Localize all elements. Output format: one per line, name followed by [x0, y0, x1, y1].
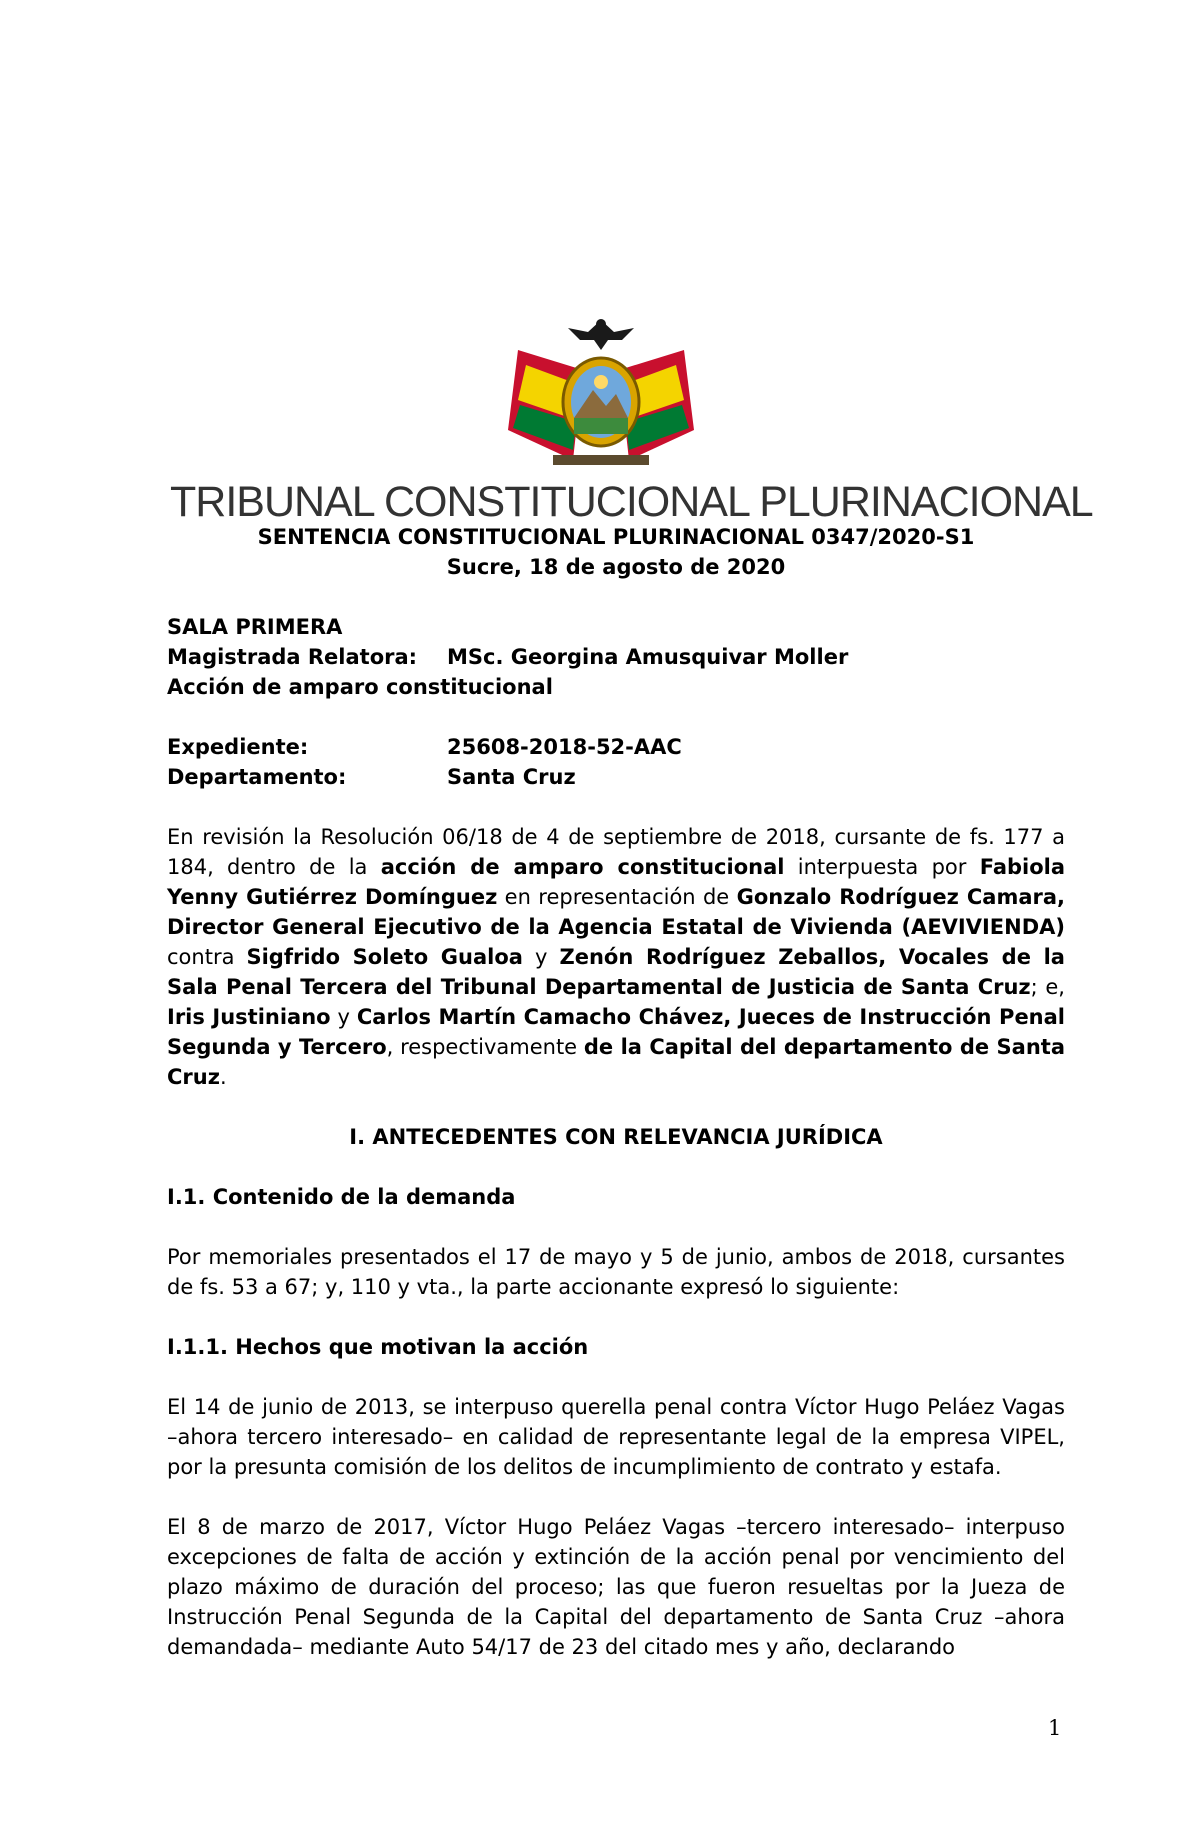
paragraph-memoriales: Por memoriales presentados el 17 de mayo y 5 de junio, ambos de 2018, cursantes de fs. 53 a 67; y, 110 y vta., la parte accionante expresó lo siguiente:	[167, 1245, 1065, 1299]
intro-bold-4: Sigfrido Soleto Gualoa	[246, 945, 523, 969]
intro-paragraph	[167, 822, 1065, 1092]
paragraph-querella: El 14 de junio de 2013, se interpuso querella penal contra Víctor Hugo Peláez Vagas –ahora tercero interesado– en calidad de representante legal de la empresa VIPEL, por la presunta comisión de los delitos de incumplimiento de contrato y estafa.	[167, 1395, 1065, 1479]
intro-bold-7: Carlos Martín Camacho Chávez, Jueces de Instrucción Penal Segunda y Tercero	[167, 1005, 1065, 1059]
intro-text-4: contra	[167, 945, 247, 969]
intro-text-8: , respectivamente	[386, 1035, 584, 1059]
intro-bold-8: de la Capital del departamento de Santa Cruz	[167, 1035, 1065, 1089]
page-number: 1	[1048, 1716, 1062, 1740]
subsection-heading-hechos: I.1.1. Hechos que motivan la acción	[167, 1335, 589, 1359]
intro-bold-6: Iris Justiniano	[167, 1005, 331, 1029]
accion-type: Acción de amparo constitucional	[167, 675, 553, 699]
magistrada-value: MSc. Georgina Amusquivar Moller	[447, 645, 849, 669]
intro-text-2: interpuesta por	[784, 855, 980, 879]
intro-text-5: y	[522, 945, 560, 969]
magistrada-row	[167, 642, 1065, 672]
document-body	[167, 522, 1065, 1662]
paragraph-excepciones: El 8 de marzo de 2017, Víctor Hugo Peláez Vagas –tercero interesado– interpuso excepciones de falta de acción y extinción de la acción penal por vencimiento del plazo máximo de duración del proceso; las que fueron resueltas por la Jueza de Instrucción Penal Segunda de la Capital del departamento de Santa Cruz –ahora demandada– mediante Auto 54/17 de 23 del citado mes y año, declarando	[167, 1515, 1065, 1659]
expediente-row	[167, 732, 1065, 762]
expediente-value: 25608-2018-52-AAC	[447, 735, 682, 759]
intro-bold-5: Zenón Rodríguez Zeballos, Vocales de la Sala Penal Tercera del Tribunal Departamental de Justicia de Santa Cruz	[167, 945, 1065, 999]
departamento-row	[167, 762, 1065, 792]
coat-of-arms-seal	[498, 310, 704, 480]
intro-text-1: En revisión la Resolución 06/18 de 4 de septiembre de 2018, cursante de fs. 177 a 184, dentro de la	[167, 825, 1065, 879]
expediente-label: Expediente:	[167, 735, 309, 759]
subsection-heading-demanda: I.1. Contenido de la demanda	[167, 1185, 516, 1209]
departamento-value: Santa Cruz	[447, 765, 576, 789]
departamento-label: Departamento:	[167, 765, 347, 789]
section-heading: I. ANTECEDENTES CON RELEVANCIA JURÍDICA	[349, 1125, 883, 1149]
intro-bold-1: acción de amparo constitucional	[380, 855, 785, 879]
intro-text-6: ; e,	[1030, 975, 1065, 999]
magistrada-label: Magistrada Relatora:	[167, 645, 418, 669]
document-date: Sucre, 18 de agosto de 2020	[446, 555, 786, 579]
document-title: SENTENCIA CONSTITUCIONAL PLURINACIONAL 0347/2020-S1	[257, 525, 975, 549]
institution-name: TRIBUNAL CONSTITUCIONAL PLURINACIONAL	[170, 478, 1093, 526]
intro-bold-3: Gonzalo Rodríguez Camara, Director General Ejecutivo de la Agencia Estatal de Vivienda (AEVIVIENDA)	[167, 885, 1066, 939]
intro-text-7: y	[330, 1005, 357, 1029]
sala-label: SALA PRIMERA	[167, 615, 343, 639]
intro-text-3: en representación de	[497, 885, 737, 909]
intro-bold-2: Fabiola Yenny Gutiérrez Domínguez	[167, 855, 1066, 909]
intro-text-9: .	[219, 1065, 227, 1089]
